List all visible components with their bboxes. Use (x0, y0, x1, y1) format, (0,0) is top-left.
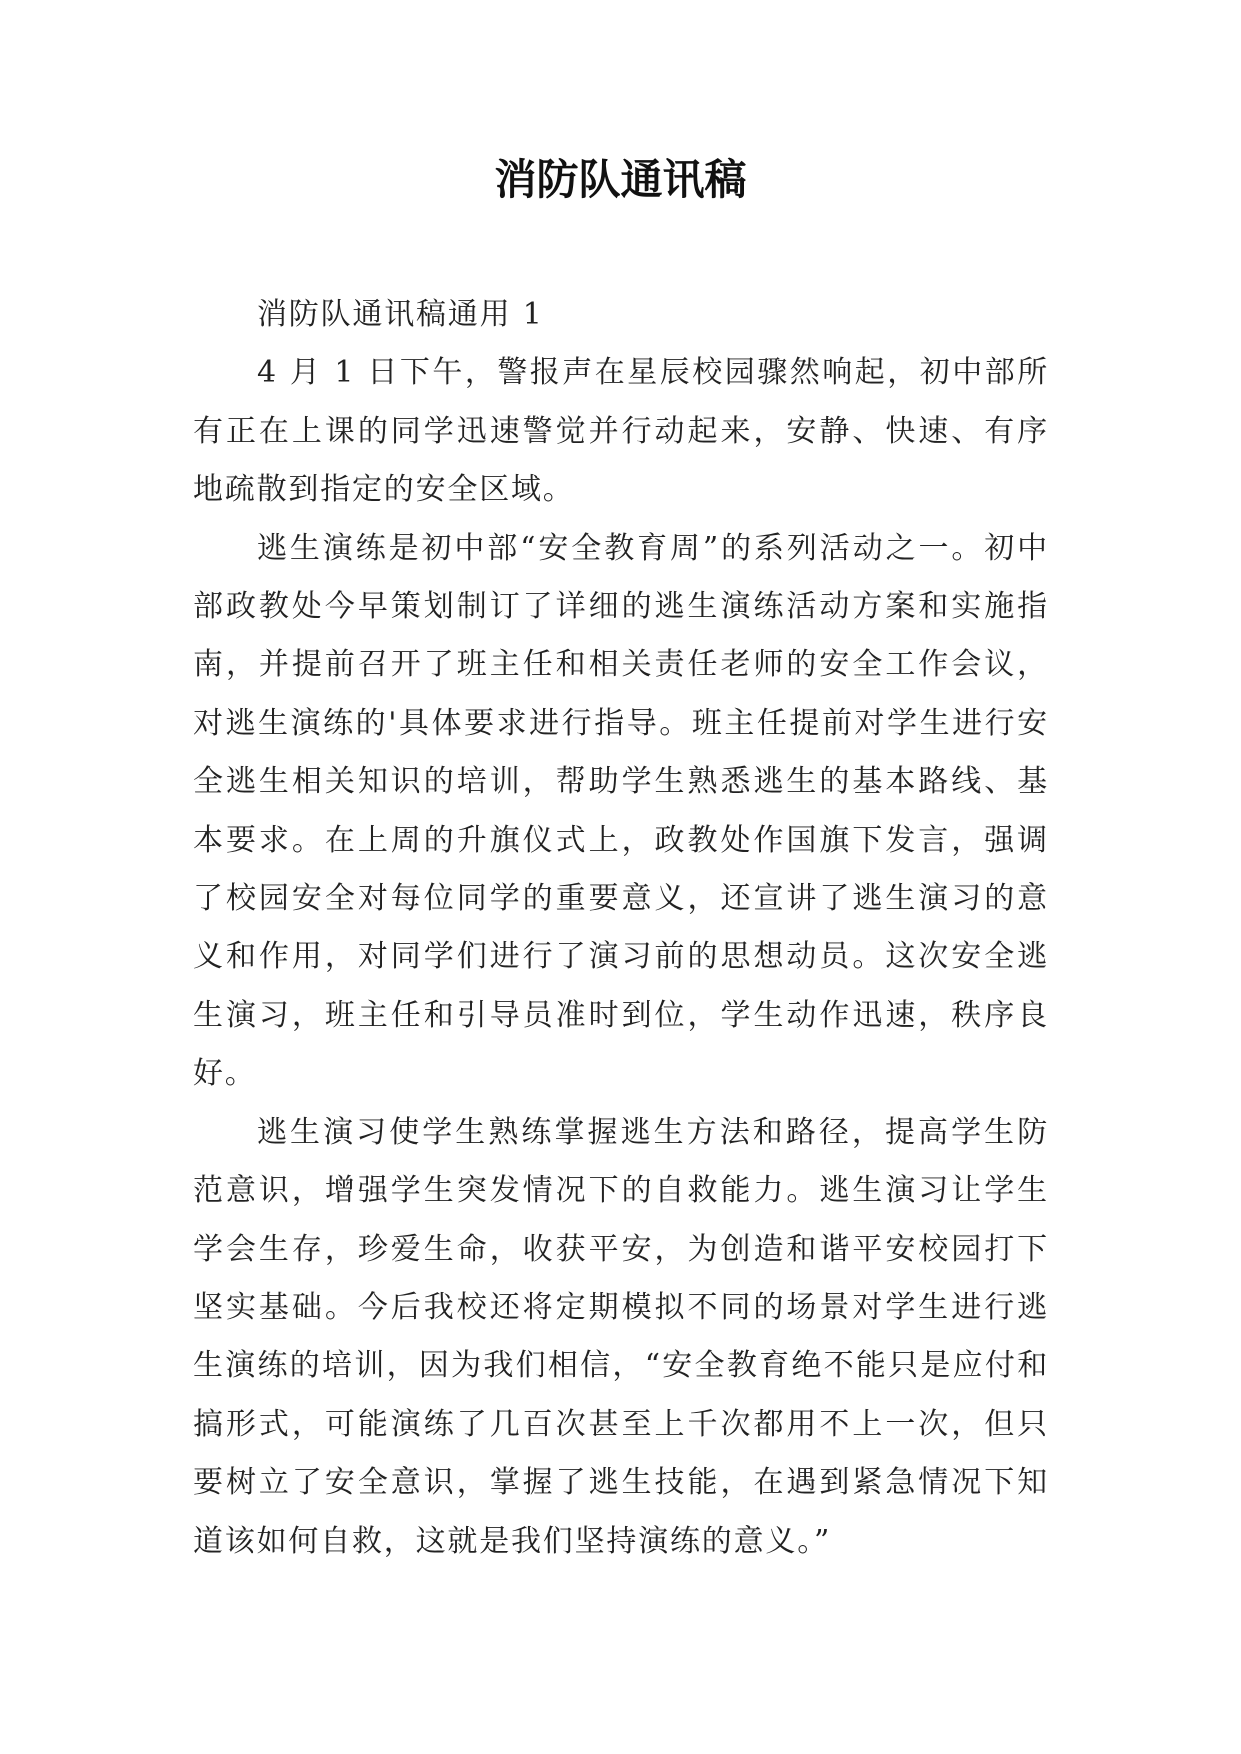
subtitle-paragraph: 消防队通讯稿通用 1 (257, 297, 544, 332)
body-paragraph: 4 月 1 日下午，警报声在星辰校园骤然响起，初中部所有正在上课的同学迅速警觉并行动起来，安静、快速、有序地疏散到指定的安全区域。 (193, 355, 1049, 508)
body-paragraph: 逃生演习使学生熟练掌握逃生方法和路径，提高学生防范意识，增强学生突发情况下的自救能力。逃生演习让学生学会生存，珍爱生命，收获平安，为创造和谐平安校园打下坚实基础。今后我校还将定期模拟不同的场景对学生进行逃生演练的培训，因为我们相信，“安全教育绝不能只是应付和搞形式，可能演练了几百次甚至上千次都用不上一次，但只要树立了安全意识，掌握了逃生技能，在遇到紧急情况下知道该如何自救，这就是我们坚持演练的意义。” (193, 1114, 1049, 1559)
document-body (193, 286, 1049, 1571)
document-title: 消防队通讯稿 (494, 155, 747, 204)
body-paragraph: 逃生演练是初中部“安全教育周”的系列活动之一。初中部政教处今早策划制订了详细的逃生演练活动方案和实施指南，并提前召开了班主任和相关责任老师的安全工作会议，对逃生演练的'具体要求进行指导。班主任提前对学生进行安全逃生相关知识的培训，帮助学生熟悉逃生的基本路线、基本要求。在上周的升旗仪式上，政教处作国旗下发言，强调了校园安全对每位同学的重要意义，还宣讲了逃生演习的意义和作用，对同学们进行了演习前的思想动员。这次安全逃生演习，班主任和引导员准时到位，学生动作迅速，秩序良好。 (193, 530, 1049, 1092)
